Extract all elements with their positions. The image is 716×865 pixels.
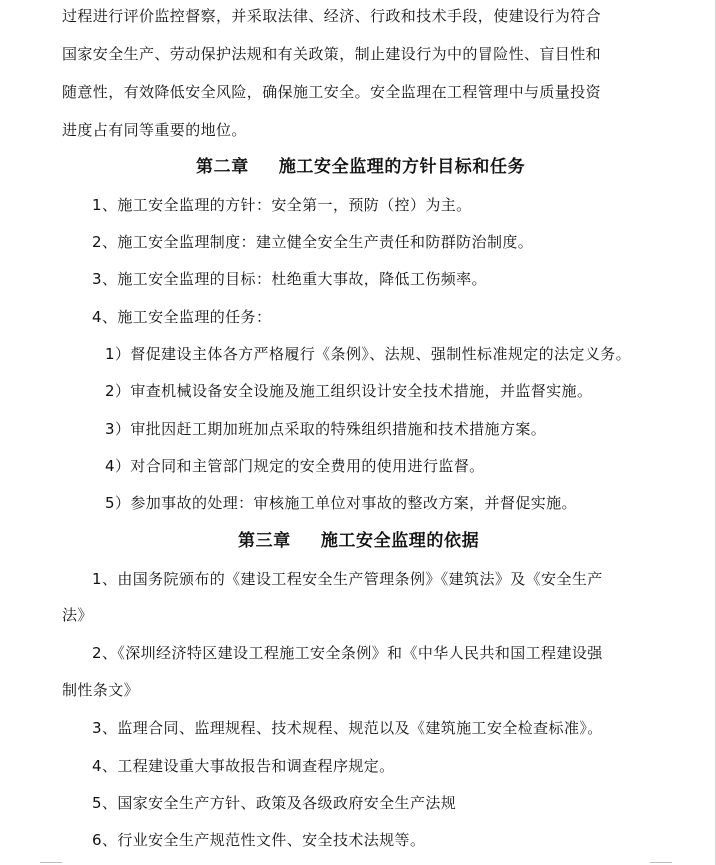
chapter-2-item-1: 1、施工安全监理的方针：安全第一，预防（控）为主。	[92, 196, 472, 214]
chapter-2-subitem-1: 1）督促建设主体各方严格履行《条例》、法规、强制性标准规定的法定义务。	[105, 345, 632, 363]
chapter-3-title: 施工安全监理的依据	[320, 531, 480, 551]
page-corner-mark-left	[40, 862, 62, 863]
intro-line-1: 过程进行评价监控督察，并采取法律、经济、行政和技术手段，使建设行为符合	[62, 7, 602, 25]
intro-line-4: 进度占有同等重要的地位。	[62, 121, 247, 139]
chapter-2-number: 第二章	[196, 157, 249, 177]
chapter-2-subitem-5: 5）参加事故的处理：审核施工单位对事故的整改方案，并督促实施。	[105, 494, 577, 512]
chapter-3-item-4: 4、工程建设重大事故报告和调查程序规定。	[92, 757, 395, 775]
chapter-3-item-5: 5、国家安全生产方针、政策及各级政府安全生产法规	[92, 794, 457, 812]
chapter-2-heading	[196, 156, 525, 178]
chapter-3-item-2-line-1: 2、《深圳经济特区建设工程施工安全条例》和《中华人民共和国工程建设强	[92, 644, 603, 662]
chapter-2-item-4: 4、施工安全监理的任务：	[92, 308, 272, 326]
chapter-2-subitem-4: 4）对合同和主管部门规定的安全费用的使用进行监督。	[105, 457, 485, 475]
intro-line-3: 随意性，有效降低安全风险，确保施工安全。安全监理在工程管理中与质量投资	[62, 83, 602, 101]
chapter-3-number: 第三章	[238, 531, 291, 551]
chapter-2-item-2: 2、施工安全监理制度：建立健全安全生产责任和防群防治制度。	[92, 233, 534, 251]
chapter-2-subitem-3: 3）审批因赶工期加班加点采取的特殊组织措施和技术措施方案。	[105, 420, 547, 438]
chapter-2-title: 施工安全监理的方针目标和任务	[278, 157, 526, 177]
page-corner-mark-right	[650, 862, 672, 863]
chapter-2-subitem-2: 2）审查机械设备安全设施及施工组织设计安全技术措施，并监督实施。	[105, 382, 593, 400]
chapter-3-item-2-line-2: 制性条文》	[62, 681, 140, 699]
chapter-2-item-3: 3、施工安全监理的目标：杜绝重大事故，降低工伤频率。	[92, 270, 487, 288]
chapter-3-item-1-line-1: 1、由国务院颁布的《建设工程安全生产管理条例》《建筑法》及《安全生产	[92, 570, 603, 588]
intro-line-2: 国家安全生产、劳动保护法规和有关政策，制止建设行为中的冒险性、盲目性和	[62, 45, 602, 63]
chapter-3-item-6: 6、行业安全生产规范性文件、安全技术法规等。	[92, 831, 426, 849]
chapter-3-item-1-line-2: 法》	[62, 606, 93, 624]
chapter-3-heading	[238, 530, 479, 552]
chapter-3-item-3: 3、监理合同、监理规程、技术规程、规范以及《建筑施工安全检查标准》。	[92, 719, 603, 737]
